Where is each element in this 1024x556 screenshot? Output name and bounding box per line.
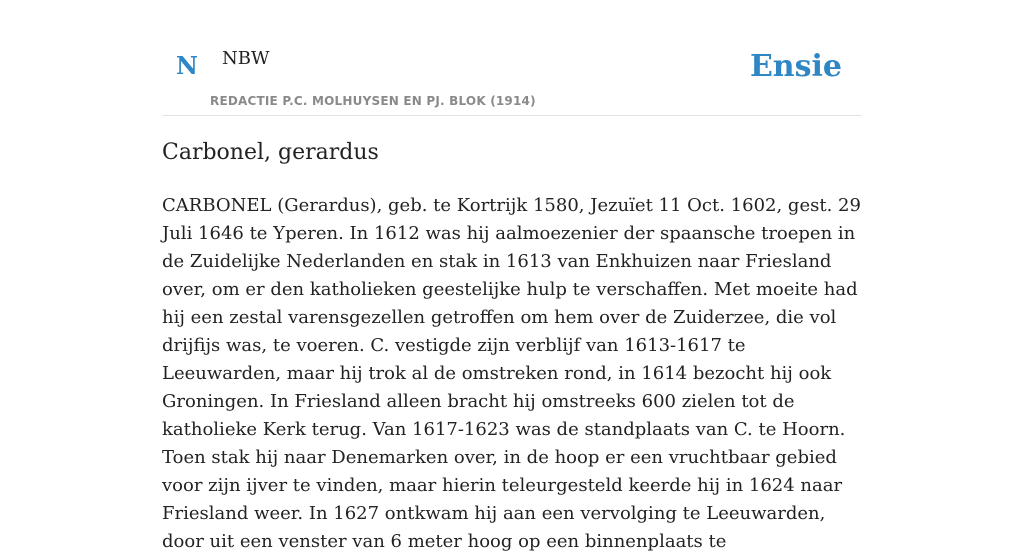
ensie-logo[interactable]: Ensie xyxy=(749,49,842,84)
source-name[interactable]: NBW xyxy=(222,48,270,69)
source-header xyxy=(162,36,862,116)
source-logo[interactable]: N xyxy=(176,51,198,80)
article-title: Carbonel, gerardus xyxy=(162,140,379,165)
source-subtitle: REDACTIE P.C. MOLHUYSEN EN PJ. BLOK (1914) xyxy=(210,94,536,108)
article-body: CARBONEL (Gerardus), geb. te Kortrijk 1580, Jezuïet 11 Oct. 1602, gest. 29 Juli 1646 te Yperen. In 1612 was hij aalmoezenier der spaansche troepen in de Zuidelijke Nederlanden en stak in 1613 van Enkhuizen naar Friesland over, om er den katholieken geestelijke hulp te verschaffen. Met moeite had hij een zestal varensgezellen getroffen om hem over de Zuiderzee, die vol drijfijs was, te voeren. C. vestigde zijn verblijf van 1613-1617 te Leeuwarden, maar hij trok al de omstreken rond, in 1614 bezocht hij ook Groningen. In Friesland alleen bracht hij omstreeks 600 zielen tot de katholieke Kerk terug. Van 1617-1623 was de standplaats van C. te Hoorn. Toen stak hij naar Denemarken over, in de hoop er een vruchtbaar gebied voor zijn ijver te vinden, maar hierin teleurgesteld keerde hij in 1624 naar Friesland weer. In 1627 ontkwam hij aan een vervolging te Leeuwarden, door uit een venster van 6 meter hoog op een binnenplaats te xyxy=(162,195,861,552)
